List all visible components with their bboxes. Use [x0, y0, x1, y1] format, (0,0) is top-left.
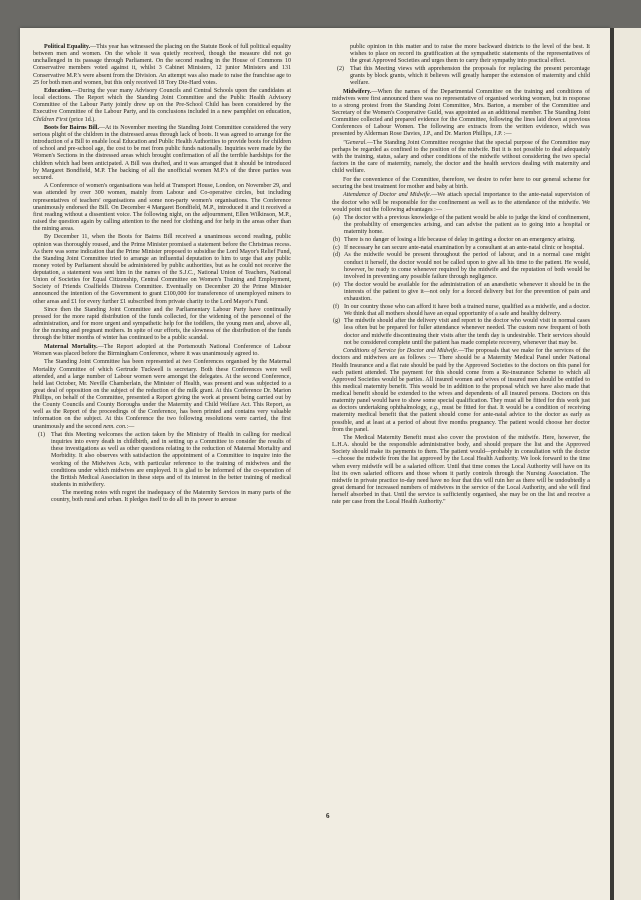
attendance-paragraph: Attendance of Doctor and Midwife.—We attach special importance to the ante-natal supervision of the doctor who will be responsible for the confinement as well as to the attendance of the midwife. We would point out the following advantages :— [332, 192, 590, 213]
advantage-item: (d) As the midwife would be present throughout the period of labour, and in a normal case might conduct it herself, the doctor would not be called upon to give all his time to the patient. He would, however, be ready to come whenever required by the midwife and the reputation of both would be involved in preventing any possible failure through negligence. [333, 252, 590, 280]
medical-benefit-paragraph: The Medical Maternity Benefit must also cover the provision of the midwife. Here, however, the L.H.A. should be the responsible administrative body, and should prepare the list and the Approved Society should make its payments to them. The patient would—probably in consultation with the doctor—choose the midwife from the list approved by the Local Health Authority. We look forward to the time when every midwife will be a salaried officer. Until that time comes the Local Authority will have on its list its own salaried officers and those whom it partly controls through the Nursing Association. The midwife in private practice to-day need have no fear that this will ruin her as there will be undoubtedly a great demand for increased numbers of midwives in the service of the Local Authority, and she will find herself absorbed in that. Until the service is sufficiently organised, she may be on the list and receive a rate per case from the Local Health Authority." [332, 435, 590, 506]
education-paragraph: Education.—During the year many Advisory Councils and Central Schools upon the candidates at local elections. The Report which the Standing Joint Committee and the Public Health Advisory Committee of the Labour Party jointly drew up on the Pre-School Child has been considered by the Executive Committee of the Labour Party, and its conclusions included in a new pamphlet on education, Children First (price 1d.). [33, 88, 291, 123]
midwifery-paragraph: Midwifery.—When the names of the Departmental Committee on the training and conditions of midwives were first announced there was no representative of organised working women, but in response to a strong protest from the Standing Joint Committee, Mrs. Barton, a member of the Committee and Secretary of the Women's Cooperative Guild, was appointed as an additional member. The Standing Joint Committee collected and prepared evidence for the Committee, following the lines laid down at previous Conferences of Labour Women. The following are extracts from the written evidence, which was presented by Alderman Rose Davies, J.P., and Dr. Marion Phillips, J.P. :— [332, 88, 590, 138]
advantage-item: (b) There is no danger of losing a life because of delay in getting a doctor on an emergency arising. [333, 237, 576, 244]
next-page-edge [614, 28, 641, 900]
maternal-mortality-paragraph: Maternal Mortality.—The Report adopted at the Portsmouth National Conference of Labour Women was placed before the Birmingham Conference, where it was unanimously agreed to. [33, 343, 291, 358]
maternal-conferences-paragraph: The Standing Joint Committee has been represented at two Conferences organised by the Maternal Mortality Committee of which Gertrude Tuckwell is secretary. Both these Conferences were well attended, and a large number of Labour women were amongst the delegates. At the second Conference, held last October, Mr. Neville Chamberlain, the Minister of Health, was present and was subjected to a great deal of opposition on the subject of the reduction of the milk grant. At this Conference Dr. Marion Phillips, on behalf of the Committee, presented a Report giving the work at present being carried out by the County Councils and County Boroughs under the Maternity and Child Welfare Act. This Report, as well as the Report of the proceedings of the Conference, has been printed and contains very valuable information on the subject. At this Conference the two following resolutions were carried, the first unanimously and the second nem. con.:— [33, 359, 291, 430]
advantages-list [332, 215, 590, 347]
advantage-item: (f) In our country those who can afford it have both a trained nurse, qualified as a midwife, and a doctor. We think that all mothers should have an equal opportunity of a safe and healthy delivery. [333, 303, 590, 317]
resolution-2: (2) That this Meeting views with apprehension the proposals for replacing the present percentage grants by block grants, which it believes will greatly hamper the extension of maternity and child welfare. [337, 65, 590, 87]
political-equality-paragraph: Political Equality.—This year has witnessed the placing on the Statute Book of full political equality between men and women. On the whole it was quietly received, though the measure did not go unchallenged in its passage through Parliament. On the second reading in the House of Commons 10 Conservative members voted against it, whilst 3 Cabinet Ministers, 12 junior Ministers and 131 Conservative M.P.'s were absent from the Division. An attempt was also made to raise the franchise age to 25 for both men and women, but this only received 18 Tory Die-Hard votes. [33, 44, 292, 86]
boots-second-reading-paragraph: By December 11, when the Boots for Bairns Bill received a unanimous second reading, public opinion was thoroughly roused, and the Prime Minister promised a statement before the Christmas recess. As there was some indication that the Prime Minister proposed to subsidise the Lord Mayor's Relief Fund, the Standing Joint Committee tried to arrange an influential deputation to him to urge that any public money voted by Parliament should be administered by public authorities, but as he could not receive the deputation, a statement was sent him in the names of the S.J.C., National Union of Teachers, National Union of Societies for Equal Citizenship, Central Committee on Women's Training and Employment, Society of Friends Coalfields Distress Committee. Eventually on December 20 the Prime Minister announced the intention of the Government to grant £100,000 for transference of unemployed miners to other areas and £1 for every further £1 subscribed from private charity to the Lord Mayor's Fund. [33, 234, 291, 305]
boots-distribution-paragraph: Since then the Standing Joint Committee and the Parliamentary Labour Party have continually pressed for the more rapid distribution of the funds collected, for the widening of the personnel of the administration, and for more urgent and sympathetic help for the toddlers, the young men and, above all, for the nursing and pregnant mothers. In spite of our efforts, the slowness of the distribution of the funds through the bitter months of winter has continued to be a public scandal. [33, 306, 291, 342]
left-column [33, 44, 291, 505]
resolution-1-end: public opinion in this matter and to raise the more backward districts to the level of the best. It wishes to place on record its gratification at the sympathetic statements of the representatives of the great Approved Societies and urges them to carry their sympathy into practical effect. [350, 44, 590, 65]
page-number: 6 [326, 812, 330, 820]
general-paragraph: "General.—The Standing Joint Committee recognise that the special purpose of the Committee may perhaps be regarded as confined to the position of the midwife. But it is not possible to deal adequately with the training, status, salary and other conditions of the midwife without considering the two special factors in the care of maternity, namely, the doctor and the health services dealing with maternity and child welfare. [332, 139, 590, 175]
advantage-item: (g) The midwife should after the delivery visit and report to the doctor who would visit in normal cases less often but be prepared for fuller attendance whenever needed. The custom now frequent of both doctor and midwife discontinuing their visits after the tenth day is undesirable. Their services should not be considered complete until the patient has made complete recovery, whenever that may be. [333, 318, 590, 346]
resolution-1-continued: The meeting notes with regret the inadequacy of the Maternity Services in many parts of the country, both rural and urban. It pledges itself to do all in its power to arouse [51, 489, 291, 503]
conditions-paragraph: Conditions of Service for Doctor and Midwife.—The proposals that we make for the services of the doctors and midwives are as follows :— There should be a Maternity Medical Panel under National Health Insurance and a flat rate should be paid by the Approved Societies to the doctors on this panel for each patient attended. The payment for this should come from a Re-insurance Scheme to which all Approved Societies would be parties. All insured women and wives of insured men should be entitled to this medical maternity benefit. This would be in addition to the proposal which we have also made that medical benefit should be extended to the wives and dependents of all insured persons. Doctors on this maternity panel would have to show some special qualification. They must all be fitted for this work just as doctors undertaking ophthalmology, e.g., must be fitted for that. It would be a condition of receiving maternity medical benefit that the patient should come for ante-natal advice to the doctor as early as possible, and at least at a period of about five months pregnancy. The patient would choose her doctor from the panel. [332, 348, 591, 433]
resolutions-list-continued [332, 44, 590, 87]
convenience-paragraph: For the convenience of the Committee, therefore, we desire to refer here to our general scheme for securing the best treatment for mother and baby at birth. [332, 176, 590, 190]
resolutions-list [33, 432, 291, 504]
resolution-1: (1) That this Meeting welcomes the action taken by the Ministry of Health in calling for medical inquiries into every death in childbirth, and in setting up a Committee to consider the results of these investigations as well as other questions relating to the reduction of Maternal Mortality and Morbidity. It also observes with satisfaction the appointment of a Committee to inquire into the working of the Midwives Acts, with particular reference to the training of midwives and the conditions under which midwives are employed. It is glad to be informed of the co-operation of the British Medical Association in these steps and of its interest in the better training of medical students in midwifery. The meeting notes with regret the inadequacy of the Maternity Services in many parts of the country, both rural and urban. It pledges itself to do all in its power to arouse [38, 432, 291, 503]
advantage-item: (c) If necessary he can secure ante-natal examination by a consultant at an ante-natal clinic or hospital. [333, 244, 585, 251]
advantage-item: (e) The doctor would be available for the administration of an anæsthetic whenever it should be in the interests of the patient to give it—not only for a forced delivery but for the prevention of pain and exhaustion. [333, 281, 590, 302]
right-column [332, 44, 590, 508]
boots-conference-paragraph: A Conference of women's organisations was held at Transport House, London, on November 29, and was attended by over 300 women, mainly from Labour and Co-operative circles, but including representatives of teachers' organisations and some non-party women's organisations. The Conference unanimously endorsed the Bill. On December 4 Margaret Bondfield, M.P., introduced it and it received a first reading without a dissentient voice. The following night, on the adjournment, Ellen Wilkinson, M.P., raised the question again by calling attention to the need for clothing and for help in the areas other than the mining areas. [33, 183, 291, 233]
boots-for-bairns-paragraph: Boots for Bairns Bill.—At its November meeting the Standing Joint Committee considered the very serious plight of the children in the distressed areas through lack of boots. It was agreed to arrange for the introduction of a Bill to enable local Education and Public Health Authorities to provide boots for children of school and pre-school age, the cost to be met from public funds nationally. Inquiries were made by the Women's Sections in the distressed areas which brought confirmation of all the terrible hardships for the children which had been anticipated. A Bill was drafted, and it was arranged that it should be introduced by Margaret Bondfield, M.P. The backing of all the unofficial women M.P.'s of the three parties was secured. [33, 124, 291, 181]
advantage-item: (a) The doctor with a previous knowledge of the patient would be able to judge the kind of confinement, the probability of emergencies arising, and can advise the patient as to going into a hospital or maternity home. [333, 215, 590, 236]
